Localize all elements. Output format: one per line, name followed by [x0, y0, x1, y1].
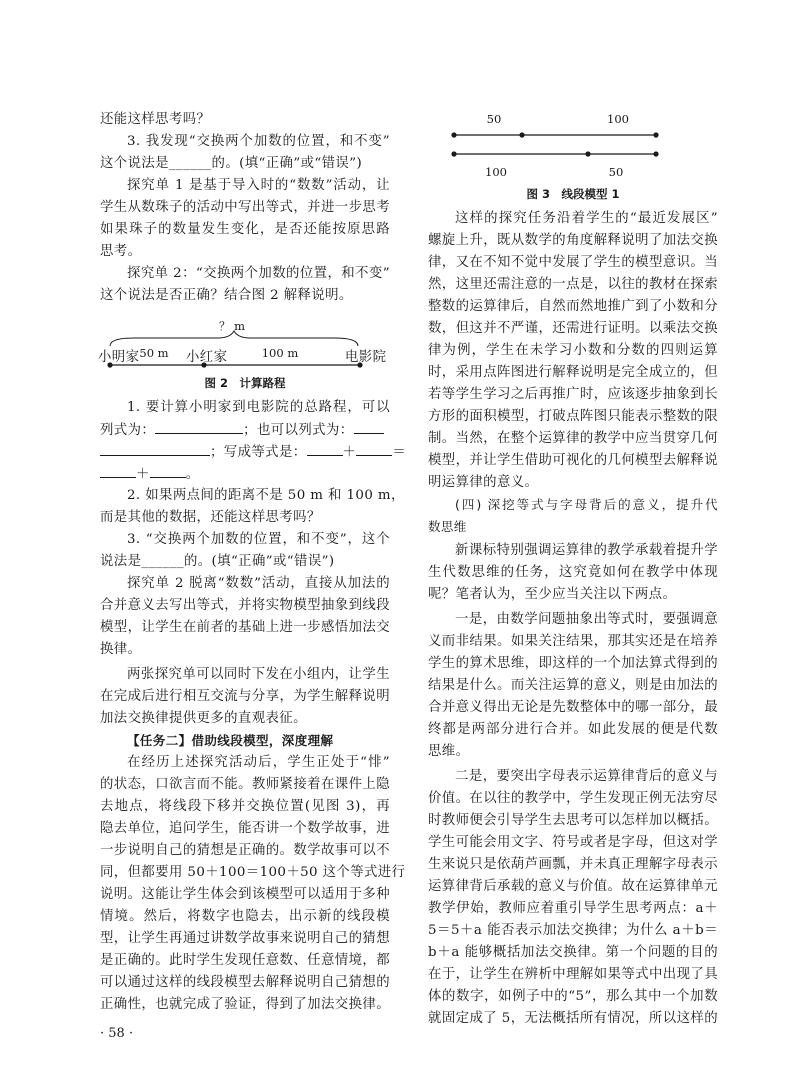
segment-2-label: 100 m	[261, 346, 299, 360]
text-line: 价值。在以往的教学中，学生发现正例无法穷尽	[428, 791, 718, 806]
top-segment-2-label: 100	[607, 112, 629, 126]
text-line: 生代数思维的任务，这究竟如何在教学中体现	[428, 565, 718, 580]
top-point-3	[653, 132, 658, 137]
top-point-2	[519, 132, 524, 137]
text-line: 呢？笔者认为，至少应当关注以下两点。	[428, 587, 677, 602]
text-line: 说明。这能让学生体会到该模型可以适用于多种	[100, 887, 390, 902]
top-segment-1-label: 50	[486, 112, 502, 126]
text-line: 是正确的。此时学生发现任意数、任意情境，都	[100, 953, 390, 968]
text-line: 隐去单位，追问学生，能否讲一个数学故事，进	[100, 821, 390, 836]
top-point-1	[451, 132, 456, 137]
text-line: 终都是两部分进行合并。如此发展的便是代数	[428, 722, 718, 737]
figure-3-caption: 图 3 线段模型 1	[526, 187, 620, 201]
text-line: 这个说法是______的。(填“正确”或“错误”)	[100, 156, 363, 171]
text-line: 还能这样思考吗？	[100, 112, 211, 127]
text-fragment: 列式为：	[100, 423, 156, 438]
text-line: 学生从数珠子的活动中写出等式，并进一步思考	[100, 200, 390, 215]
text-line: 义而非结果。如果关注结果，那其实还是在培养	[428, 634, 718, 649]
text-line: 制。当然，在整个运算律的教学中应当贯穿几何	[428, 431, 718, 446]
text-line: 2. 如果两点间的距离不是 50 m 和 100 m，	[127, 488, 405, 503]
answer-blank[interactable]	[356, 441, 392, 456]
plus-sign: ＋	[342, 445, 357, 460]
place-label-cinema: 电影院	[345, 350, 387, 365]
figure-3-segment-model	[450, 108, 690, 180]
text-line: 律，又在不知不觉中发展了学生的模型意识。当	[428, 255, 718, 270]
text-line: 探究单 2 脱离“数数”活动，直接从加法的	[127, 576, 390, 591]
text-line: 二是，要突出字母表示运算律背后的意义与	[455, 769, 718, 784]
text-line: 的状态，口欲言而不能。教师紧接着在课件上隐	[100, 777, 390, 792]
text-line: 两张探究单可以同时下发在小组内，让学生	[127, 667, 390, 682]
text-line: 去地点，将线段下移并交换位置(见图 3)，再	[100, 799, 390, 814]
text-line: 型，让学生再通过讲数学故事来说明自己的猜想	[100, 931, 390, 946]
text-line: 明运算律的意义。	[428, 475, 539, 490]
page-number: · 58 ·	[100, 1026, 134, 1041]
section-heading-4: (四) 深挖等式与字母背后的意义，提升代	[455, 497, 718, 512]
equals-sign: ＝	[392, 445, 407, 460]
total-distance-label: ？ m	[218, 319, 246, 333]
text-line: 结果是什么。而关注运算的意义，则是由加法的	[428, 678, 718, 693]
bottom-segment-2-label: 50	[608, 165, 624, 179]
place-label-xiaohong: 小红家	[186, 350, 228, 365]
text-line: 加法交换律提供更多的直观表征。	[100, 711, 307, 726]
text-line: 这样的探究任务沿着学生的“最近发展区”	[455, 211, 718, 226]
text-line: 可以通过这样的线段模型去解释说明自己猜想的	[100, 975, 390, 990]
text-line: 同，但都要用 50＋100＝100＋50 这个等式进行	[100, 865, 406, 880]
answer-blank[interactable]	[100, 441, 210, 456]
text-line: 就固定成了 5，无法概括所有情况，所以这样的	[428, 1011, 718, 1026]
section-heading-task-2: 【任务二】借助线段模型，深度理解	[127, 733, 334, 748]
text-line: 合并意义得出无论是先数整体中的哪一部分，最	[428, 700, 718, 715]
text-line: 3. “交换两个加数的位置，和不变”，这个	[127, 532, 390, 547]
text-line: 正确性，也就完成了验证，得到了加法交换律。	[100, 997, 390, 1012]
text-line: 思考。	[100, 244, 142, 259]
text-line	[100, 419, 390, 441]
text-line: 学生可能会用文字、符号或者是字母，但这对学	[428, 835, 718, 850]
text-line: 思维。	[428, 744, 470, 759]
text-line: 螺旋上升，既从数学的角度解释说明了加法交换	[428, 233, 718, 248]
text-line: 新课标特别强调运算律的教学承载着提升学	[455, 543, 718, 558]
text-line: 探究单 1 是基于导入时的“数数”活动，让	[127, 178, 390, 193]
text-line: 这个说法是否正确？结合图 2 解释说明。	[100, 288, 353, 303]
bottom-point-3	[653, 151, 658, 156]
period: 。	[185, 467, 200, 482]
text-line: 在于，让学生在辨析中理解如果等式中出现了具	[428, 967, 718, 982]
text-line: 方形的面积模型，打破点阵图只能表示整数的限	[428, 409, 718, 424]
text-line: 律为例，学生在未学习小数和分数的四则运算	[428, 343, 718, 358]
text-line: 5＝5＋a 能否表示加法交换律；为什么 a＋b＝	[428, 923, 718, 938]
segment-1-label: 50 m	[139, 346, 169, 360]
text-fragment: ；也可以列式为：	[243, 423, 354, 438]
plus-sign: ＋	[136, 467, 150, 482]
text-line: 时教师便会引导学生去思考可以怎样加以概括。	[428, 813, 718, 828]
text-line: 运算律背后承载的意义与价值。故在运算律单元	[428, 879, 718, 894]
bottom-segment-1-label: 100	[485, 165, 507, 179]
text-line: 模型，让学生在前者的基础上进一步感悟加法交	[100, 620, 390, 635]
text-line: 在经历上述探究活动后，学生正处于“悱”	[127, 755, 390, 770]
text-line: 探究单 2：“交换两个加数的位置，和不变”	[127, 266, 390, 281]
answer-blank[interactable]	[150, 463, 186, 478]
text-line: 情境。然后，将数字也隐去，出示新的线段模	[100, 909, 390, 924]
section-heading-4-cont: 数思维	[428, 519, 467, 534]
answer-blank[interactable]	[155, 419, 243, 434]
place-label-xiaoming: 小明家	[98, 350, 140, 365]
answer-blank[interactable]	[307, 441, 343, 456]
bottom-point-2	[585, 151, 590, 156]
figure-2-caption: 图 2 计算路程	[204, 376, 286, 390]
text-line: 1. 要计算小明家到电影院的总路程，可以	[127, 400, 390, 415]
text-line	[100, 463, 390, 485]
text-line: 生来说只是依葫芦画瓢，并未真正理解字母表示	[428, 857, 718, 872]
text-line: 模型，并让学生借助可视化的几何模型去解释说	[428, 453, 718, 468]
text-line: 3. 我发现“交换两个加数的位置，和不变”	[127, 134, 390, 149]
text-line: 合并意义去写出等式，并将实物模型抽象到线段	[100, 598, 390, 613]
text-line: 在完成后进行相互交流与分享，为学生解释说明	[100, 689, 390, 704]
text-line: 时，采用点阵图进行解释说明是完全成立的，但	[428, 365, 718, 380]
answer-blank[interactable]	[354, 419, 384, 434]
text-line: 换律。	[100, 642, 142, 657]
text-fragment: ；写成等式是：	[210, 445, 307, 460]
text-line: 如果珠子的数量发生变化，是否还能按原思路	[100, 222, 390, 237]
text-line	[100, 441, 407, 463]
text-line: 体的数字，如例子中的“5”，那么其中一个加数	[428, 989, 718, 1004]
bottom-point-1	[451, 151, 456, 156]
answer-blank[interactable]	[100, 463, 136, 478]
text-line: 数，但这并不严谨，还需进行证明。以乘法交换	[428, 321, 718, 336]
text-line: 整数的运算律后，自然而然地推广到了小数和分	[428, 299, 718, 314]
text-line: 教学伊始，教师应着重引导学生思考两点：a＋	[428, 901, 718, 916]
text-line: 一步说明自己的猜想是正确的。数学故事可以不	[100, 843, 390, 858]
text-line: 若等学生学习之后再推广时，应该逐步抽象到长	[428, 387, 718, 402]
text-line: 然，这里还需注意的一点是，以往的教材在探索	[428, 277, 718, 292]
text-line: 学生的算术思维，即这样的一个加法算式得到的	[428, 656, 718, 671]
text-line: 说法是______的。(填“正确”或“错误”)	[100, 554, 335, 569]
text-line: 一是，由数学问题抽象出等式时，要强调意	[455, 612, 718, 627]
text-line: 而是其他的数据，还能这样思考吗？	[100, 510, 321, 525]
text-line: b＋a 能够概括加法交换律。第一个问题的目的	[428, 945, 718, 960]
total-brace	[110, 331, 358, 346]
